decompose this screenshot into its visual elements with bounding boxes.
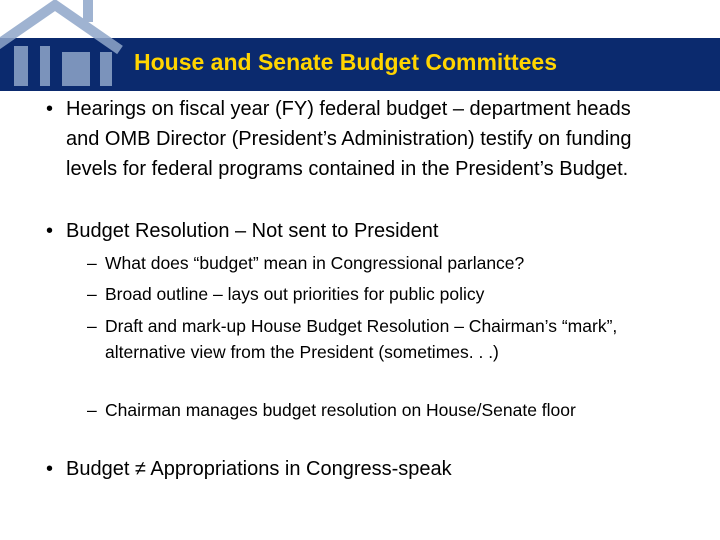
subbullet-marker: – [87, 400, 97, 420]
bullet-text: Hearings on fiscal year (FY) federal budget – department heads and OMB Director (President’s Administration) testify on funding levels for federal programs contained in the President’s Budget. [66, 98, 632, 180]
bullet-marker: • [46, 220, 54, 242]
house-logo-icon [0, 0, 150, 91]
subbullet-marker: – [87, 253, 97, 273]
subbullet-text: Broad outline – lays out priorities for public policy [105, 284, 485, 304]
bullet-marker: • [46, 98, 54, 120]
subbullet-text: Chairman manages budget resolution on House/Senate floor [105, 400, 576, 420]
bullet-text: Budget ≠ Appropriations in Congress-speak [66, 458, 452, 480]
bullet-text: Budget Resolution – Not sent to President [66, 220, 439, 242]
subbullet-text: Draft and mark-up House Budget Resolution – Chairman’s “mark”, alternative view from the President (sometimes. . .) [105, 316, 618, 362]
subbullet-text: What does “budget” mean in Congressional parlance? [105, 253, 525, 273]
slide-body [0, 91, 720, 540]
bullet-marker: • [46, 458, 54, 480]
subbullet-marker: – [87, 284, 97, 304]
subbullet-marker: – [87, 316, 97, 336]
slide-title: House and Senate Budget Committees [134, 49, 558, 75]
slide-header [0, 0, 720, 91]
